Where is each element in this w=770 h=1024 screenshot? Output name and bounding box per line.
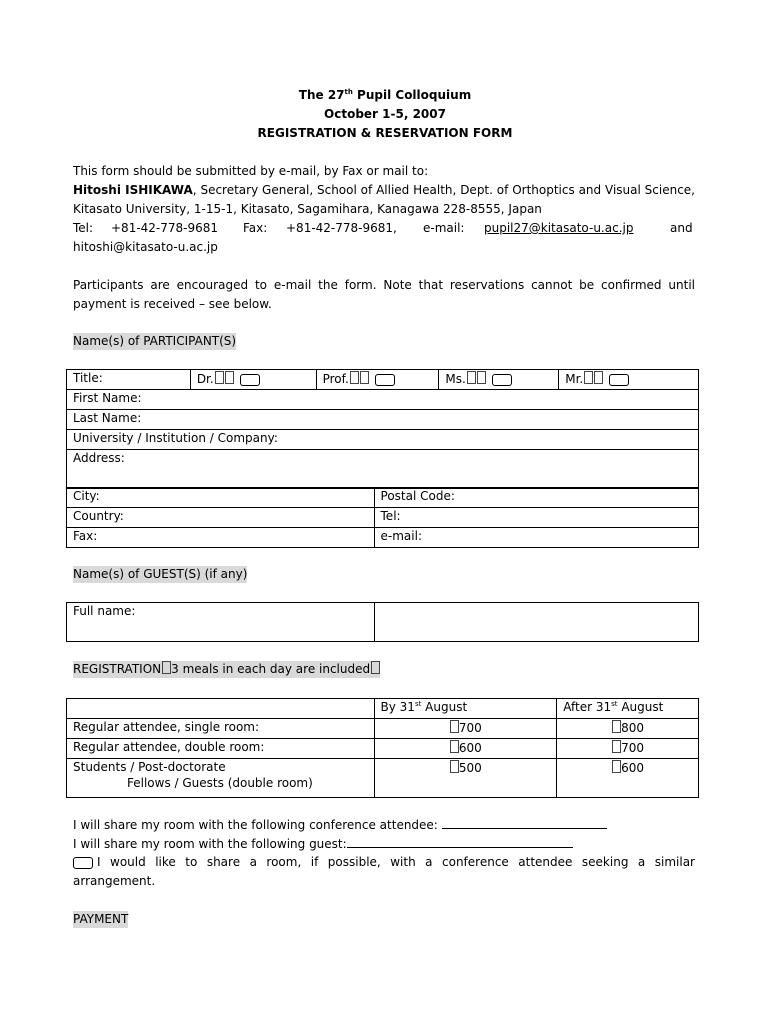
recipient-address: , Secretary General, School of Allied Health, Dept. of Orthoptics and Visual Science, Kitasato University, 1-15-1, Kitasato, Sagamihara, Kanagawa 228-8555, Japan <box>73 183 695 216</box>
share-request-checkbox[interactable] <box>73 857 93 869</box>
title-sup: th <box>344 88 353 96</box>
form-title: REGISTRATION & RESERVATION FORM <box>257 126 513 140</box>
payment-heading: PAYMENT <box>73 912 129 926</box>
share-guest-input[interactable] <box>347 847 573 848</box>
guests-heading: Name(s) of GUEST(S) (if any) <box>73 567 248 581</box>
fee-by: 500 <box>374 759 557 798</box>
table-row <box>67 739 699 759</box>
last-name-field[interactable]: Last Name: <box>67 410 699 430</box>
fee-after: 800 <box>557 719 699 739</box>
dr-checkbox[interactable] <box>240 374 260 386</box>
title-suffix: Pupil Colloquium <box>352 88 472 102</box>
fax-number: +81-42-778-9681, <box>286 221 397 235</box>
address-field[interactable]: Address: <box>67 450 699 489</box>
share-attendee-line: I will share my room with the following conference attendee: <box>73 816 607 835</box>
fee-header-by: By 31st August <box>374 699 557 719</box>
title-prefix: The 27 <box>298 88 345 102</box>
email-link[interactable]: pupil27@kitasato-u.ac.jp <box>484 221 634 235</box>
title-option-dr[interactable]: Dr. <box>190 370 316 390</box>
fee-by: 700 <box>374 719 557 739</box>
tel-number: +81-42-778-9681 <box>111 221 219 235</box>
title-option-prof[interactable]: Prof. <box>316 370 439 390</box>
prof-checkbox[interactable] <box>375 374 395 386</box>
title-option-ms[interactable]: Ms. <box>439 370 559 390</box>
document-dates: October 1-5, 2007 <box>324 107 446 121</box>
participant-contact-table <box>66 487 699 548</box>
guest-full-name-label: Full name: <box>67 603 375 642</box>
participants-heading: Name(s) of PARTICIPANT(S) <box>73 334 237 348</box>
and-word: and <box>670 221 693 235</box>
secondary-email: hitoshi@kitasato-u.ac.jp <box>73 240 218 254</box>
institution-field[interactable]: University / Institution / Company: <box>67 430 699 450</box>
registration-fee-table <box>66 698 699 798</box>
table-row <box>67 759 699 798</box>
fee-header-after: After 31st August <box>557 699 699 719</box>
country-field[interactable]: Country: <box>67 508 375 528</box>
registration-heading: REGISTRATION 3 meals in each day are included <box>73 661 380 678</box>
share-attendee-input[interactable] <box>442 828 607 829</box>
fee-row-label: Students / Post-doctorate Fellows / Guests (double room) <box>67 759 375 798</box>
city-field[interactable]: City: <box>67 488 375 508</box>
intro-line: This form should be submitted by e-mail, by Fax or mail to: <box>73 164 429 178</box>
tel-label: Tel: <box>73 221 94 235</box>
tel-field[interactable]: Tel: <box>374 508 698 528</box>
share-guest-line: I will share my room with the following guest: <box>73 835 573 854</box>
email-field[interactable]: e-mail: <box>374 528 698 548</box>
document-title <box>0 88 770 102</box>
fax-label: Fax: <box>243 221 268 235</box>
ms-checkbox[interactable] <box>492 374 512 386</box>
fee-row-label: Regular attendee, double room: <box>67 739 375 759</box>
fee-by: 600 <box>374 739 557 759</box>
title-label: Title: <box>67 370 191 390</box>
postal-code-field[interactable]: Postal Code: <box>374 488 698 508</box>
fax-field[interactable]: Fax: <box>67 528 375 548</box>
fee-header-blank <box>67 699 375 719</box>
participant-table <box>66 369 699 489</box>
fee-after: 700 <box>557 739 699 759</box>
email-label: e-mail: <box>423 221 465 235</box>
recipient-block <box>73 181 695 219</box>
guest-full-name-field[interactable] <box>374 603 698 642</box>
first-name-field[interactable]: First Name: <box>67 390 699 410</box>
fee-after: 600 <box>557 759 699 798</box>
payment-note: Participants are encouraged to e-mail the form. Note that reservations cannot be confirmed until payment is received – see below. <box>73 278 695 311</box>
recipient-name: Hitoshi ISHIKAWA <box>73 183 193 197</box>
title-option-mr[interactable]: Mr. <box>559 370 699 390</box>
mr-checkbox[interactable] <box>609 374 629 386</box>
share-request: I would like to share a room, if possible, with a conference attendee seeking a similar arrangement. <box>73 855 695 888</box>
table-row <box>67 719 699 739</box>
guest-table <box>66 602 699 642</box>
fee-row-label: Regular attendee, single room: <box>67 719 375 739</box>
